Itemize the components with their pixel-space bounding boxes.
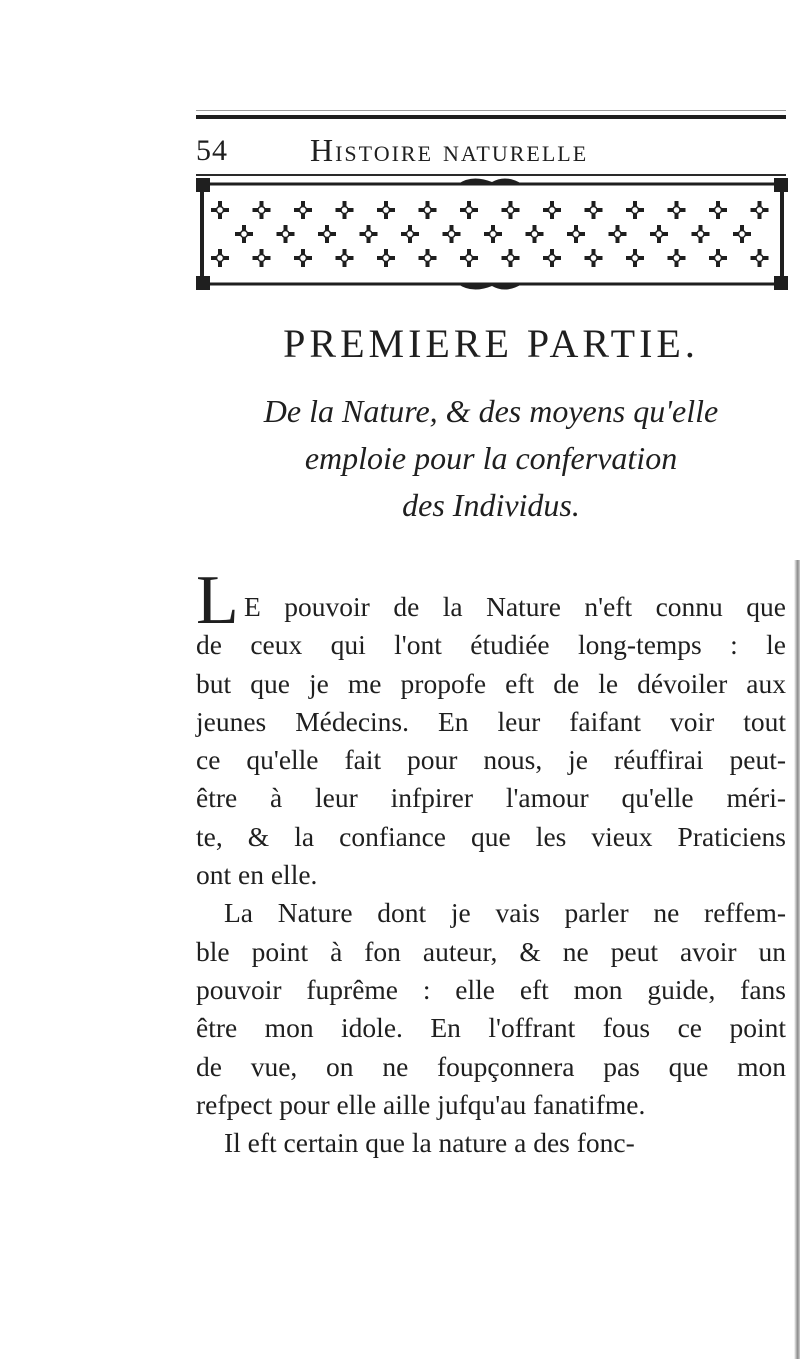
cross-fleuron-icon bbox=[609, 225, 627, 243]
subtitle-line: des Individus. bbox=[402, 487, 580, 523]
subtitle-line: emploie pour la confervation bbox=[304, 440, 678, 476]
text-line: La Nature dont je vais parler ne reffem- bbox=[224, 897, 786, 929]
text-line: te, & la confiance que les vieux Praticiens bbox=[196, 820, 786, 852]
chapter-subtitle bbox=[196, 388, 786, 529]
cross-fleuron-icon bbox=[543, 201, 561, 219]
cross-fleuron-icon bbox=[211, 201, 229, 219]
cross-fleuron-icon bbox=[253, 249, 271, 267]
cross-fleuron-icon bbox=[567, 225, 585, 243]
cross-fleuron-icon bbox=[668, 201, 686, 219]
cross-fleuron-icon bbox=[253, 201, 271, 219]
cross-fleuron-icon bbox=[585, 201, 603, 219]
text-line: but que je me propofe eft de le dévoiler aux bbox=[196, 667, 786, 699]
cross-fleuron-icon bbox=[460, 249, 478, 267]
cross-fleuron-icon bbox=[377, 249, 395, 267]
running-head bbox=[196, 128, 786, 172]
cross-fleuron-icon bbox=[294, 249, 312, 267]
cross-fleuron-icon bbox=[650, 225, 668, 243]
header-rule bbox=[196, 174, 786, 176]
fleuron-ornament-icon bbox=[196, 178, 788, 290]
text-line: de vue, on ne foupçonnera pas que mon bbox=[196, 1050, 786, 1082]
cross-fleuron-icon bbox=[543, 249, 561, 267]
cross-fleuron-icon bbox=[626, 249, 644, 267]
ornamental-headpiece bbox=[196, 178, 788, 290]
cross-fleuron-icon bbox=[484, 225, 502, 243]
text-line: de ceux qui l'ont étudiée long-temps : le bbox=[196, 629, 786, 661]
cross-fleuron-icon bbox=[336, 201, 354, 219]
cross-fleuron-icon bbox=[502, 249, 520, 267]
subtitle-line: De la Nature, & des moyens qu'elle bbox=[263, 393, 719, 429]
cross-fleuron-icon bbox=[360, 225, 378, 243]
cross-fleuron-icon bbox=[419, 249, 437, 267]
cross-fleuron-icon bbox=[526, 225, 544, 243]
cross-fleuron-icon bbox=[626, 201, 644, 219]
first-line-text: E pouvoir de la Nature n'eft connu que bbox=[244, 591, 786, 622]
cross-fleuron-icon bbox=[733, 225, 751, 243]
cross-fleuron-icon bbox=[211, 249, 229, 267]
text-line: ce qu'elle fait pour nous, je réuffirai peut- bbox=[196, 744, 786, 776]
cross-fleuron-icon bbox=[235, 225, 253, 243]
cross-fleuron-icon bbox=[419, 201, 437, 219]
page-number: 54 bbox=[196, 134, 228, 167]
cross-fleuron-icon bbox=[751, 249, 769, 267]
drop-cap: L bbox=[196, 562, 239, 639]
text-line: être mon idole. En l'offrant fous ce point bbox=[196, 1012, 786, 1044]
text-line: Il eft certain que la nature a des fonc- bbox=[224, 1127, 635, 1159]
cross-fleuron-icon bbox=[709, 201, 727, 219]
text-line bbox=[196, 562, 786, 639]
cross-fleuron-icon bbox=[585, 249, 603, 267]
cross-fleuron-icon bbox=[336, 249, 354, 267]
text-line: pouvoir fuprême : elle eft mon guide, fans bbox=[196, 973, 786, 1005]
top-thin-rule bbox=[196, 110, 786, 111]
cross-fleuron-icon bbox=[460, 201, 478, 219]
text-line: refpect pour elle aille jufqu'au fanatifme. bbox=[196, 1088, 646, 1120]
top-rule bbox=[196, 115, 786, 119]
body-text bbox=[196, 562, 786, 1162]
part-title: PREMIERE PARTIE. bbox=[283, 321, 699, 366]
text-line: jeunes Médecins. En leur faifant voir tout bbox=[196, 705, 786, 737]
text-line: être à leur infpirer l'amour qu'elle méri- bbox=[196, 782, 786, 814]
cross-fleuron-icon bbox=[294, 201, 312, 219]
running-title: Histoire naturelle bbox=[310, 132, 589, 168]
cross-fleuron-icon bbox=[668, 249, 686, 267]
page-edge-shadow bbox=[794, 560, 800, 1359]
cross-fleuron-icon bbox=[709, 249, 727, 267]
cross-fleuron-icon bbox=[318, 225, 336, 243]
text-line: ont en elle. bbox=[196, 859, 318, 891]
cross-fleuron-icon bbox=[277, 225, 295, 243]
cross-fleuron-icon bbox=[377, 201, 395, 219]
cross-fleuron-icon bbox=[401, 225, 419, 243]
text-line: ble point à fon auteur, & ne peut avoir un bbox=[196, 935, 786, 967]
cross-fleuron-icon bbox=[751, 201, 769, 219]
cross-fleuron-icon bbox=[443, 225, 461, 243]
cross-fleuron-icon bbox=[692, 225, 710, 243]
cross-fleuron-icon bbox=[502, 201, 520, 219]
